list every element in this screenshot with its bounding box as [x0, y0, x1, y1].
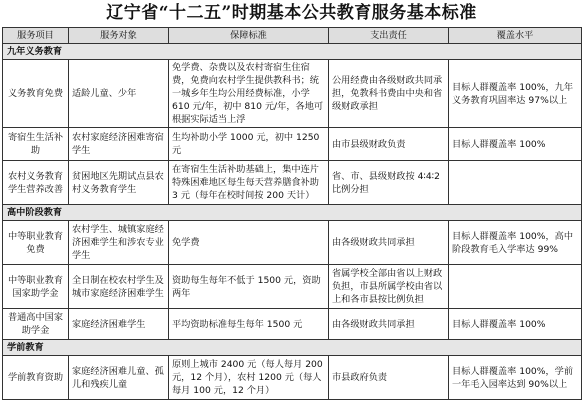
- cell-standard: 平均资助标准每生每年 1500 元: [169, 309, 329, 340]
- cell-target: 贫困地区先期试点县农村义务教育学生: [69, 161, 169, 205]
- table-row: [3, 356, 582, 400]
- cell-standard: 在寄宿生生活补助基础上，集中连片特殊困难地区每生每天营养膳食补助 3 元（每年在校时间按 200 天计）: [169, 161, 329, 205]
- cell-standard: 生均补助小学 1000 元，初中 1250 元: [169, 128, 329, 161]
- cell-item: 中等职业教育免费: [3, 221, 69, 265]
- cell-responsibility: 省属学校全部由省以上财政负担，市县所属学校由省以上和各市县按比例负担: [329, 265, 449, 309]
- cell-responsibility: 由各级财政共同承担: [329, 309, 449, 340]
- section-row: [3, 44, 582, 60]
- cell-coverage: 目标人群覆盖率 100%: [449, 128, 582, 161]
- header-standard: 保障标准: [169, 28, 329, 44]
- section-row: [3, 340, 582, 356]
- table-row: [3, 309, 582, 340]
- cell-item: 学前教育资助: [3, 356, 69, 400]
- cell-item: 寄宿生生活补助: [3, 128, 69, 161]
- cell-target: 农村学生、城镇家庭经济困难学生和涉农专业学生: [69, 221, 169, 265]
- cell-item: 普通高中国家助学金: [3, 309, 69, 340]
- cell-standard: 资助每生每年不低于 1500 元，资助两年: [169, 265, 329, 309]
- cell-item: 农村义务教育学生营养改善: [3, 161, 69, 205]
- cell-target: 适龄儿童、少年: [69, 60, 169, 128]
- cell-coverage: [449, 161, 582, 205]
- cell-coverage: [449, 265, 582, 309]
- table-row: [3, 221, 582, 265]
- cell-responsibility: 市县政府负责: [329, 356, 449, 400]
- cell-responsibility: 由各级财政共同承担: [329, 221, 449, 265]
- cell-responsibility: 公用经费由各级财政共同承担，免教科书费由中央和省级财政承担: [329, 60, 449, 128]
- cell-standard: 原则上城市 2400 元（每人每月 200 元，12 个月），农村 1200 元（每人每月 100 元，12 个月）: [169, 356, 329, 400]
- table-row: [3, 161, 582, 205]
- cell-item: 中等职业教育国家助学金: [3, 265, 69, 309]
- cell-target: 全日制在校农村学生及城市家庭经济困难学生: [69, 265, 169, 309]
- cell-target: 家庭经济困难儿童、孤儿和残疾儿童: [69, 356, 169, 400]
- section-title: 学前教育: [3, 340, 582, 356]
- table-row: [3, 60, 582, 128]
- header-target: 服务对象: [69, 28, 169, 44]
- cell-standard: 免学费、杂费以及农村寄宿生住宿费，免费向农村学生提供教科书；统一城乡年生均公用经费标准，小学 610 元/年，初中 810 元/年，各地可根据实际适当上浮: [169, 60, 329, 128]
- table-row: [3, 128, 582, 161]
- section-title: 九年义务教育: [3, 44, 582, 60]
- cell-coverage: 目标人群覆盖率 100%，九年义务教育巩固率达 97%以上: [449, 60, 582, 128]
- cell-responsibility: 由市县级财政负责: [329, 128, 449, 161]
- section-row: [3, 205, 582, 221]
- section-title: 高中阶段教育: [3, 205, 582, 221]
- page-title: 辽宁省“十二五”时期基本公共教育服务基本标准: [106, 3, 477, 23]
- header-row: [3, 28, 582, 44]
- cell-coverage: 目标人群覆盖率 100%，学前一年毛入园率达到 90%以上: [449, 356, 582, 400]
- cell-target: 家庭经济困难学生: [69, 309, 169, 340]
- table-row: [3, 265, 582, 309]
- cell-responsibility: 省、市、县级财政按 4∶4∶2 比例分担: [329, 161, 449, 205]
- cell-target: 农村家庭经济困难寄宿学生: [69, 128, 169, 161]
- header-responsibility: 支出责任: [329, 28, 449, 44]
- cell-standard: 免学费: [169, 221, 329, 265]
- cell-coverage: 目标人群覆盖率 100%: [449, 309, 582, 340]
- header-coverage: 覆盖水平: [449, 28, 582, 44]
- standards-table: [2, 27, 582, 400]
- cell-coverage: 目标人群覆盖率 100%，高中阶段教育毛入学率达 99%: [449, 221, 582, 265]
- cell-item: 义务教育免费: [3, 60, 69, 128]
- header-item: 服务项目: [3, 28, 69, 44]
